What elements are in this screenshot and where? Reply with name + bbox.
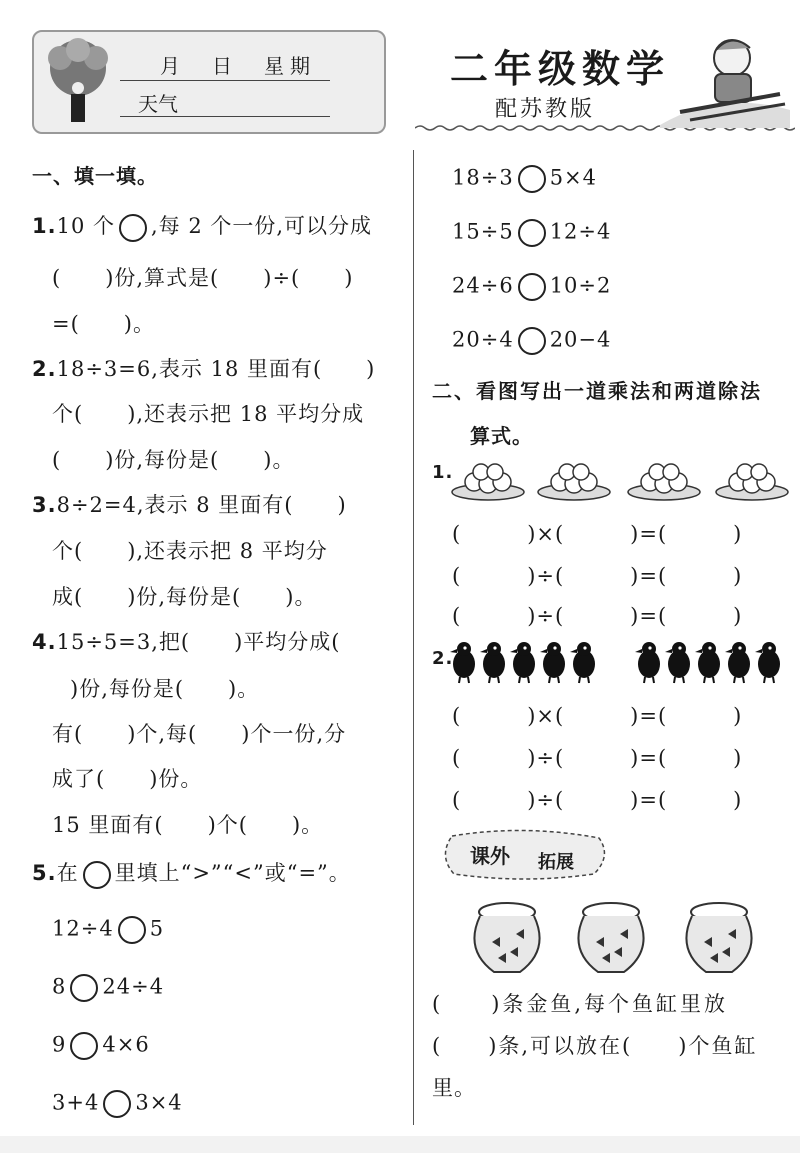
compare-item [452, 165, 597, 193]
answer-circle[interactable] [518, 327, 546, 355]
section1-title: 一、填一填。 [32, 164, 158, 188]
compare-item [52, 974, 164, 1002]
compare-right: 10÷2 [549, 273, 612, 298]
compare-right: 5 [149, 916, 165, 941]
date-rule [120, 80, 330, 81]
q2-number: 2. [32, 357, 57, 381]
compare-item [452, 327, 611, 355]
q3-line3[interactable]: 成( )份,每份是( )。 [52, 585, 317, 609]
compare-item [52, 1032, 150, 1060]
q5-text-a: 在 [56, 861, 79, 885]
q2-text: 18÷3=6,表示 18 里面有( ) [56, 357, 376, 381]
circle-symbol [119, 214, 147, 242]
q4-line2[interactable]: )份,每份是( )。 [70, 677, 260, 701]
compare-right: 5×4 [549, 165, 598, 190]
q5-prompt [32, 857, 351, 889]
answer-circle[interactable] [518, 219, 546, 247]
problem1-number: 1. [432, 462, 454, 483]
birds-image [450, 640, 795, 686]
compare-right: 20−4 [549, 327, 612, 352]
apple-plates-image [448, 458, 798, 504]
weather-label: 天气 [138, 92, 178, 116]
circle-symbol [83, 861, 111, 889]
q2-line1[interactable] [32, 353, 375, 383]
p2-equation-row[interactable]: ( )×( )=( ) [452, 704, 743, 728]
answer-circle[interactable] [518, 273, 546, 301]
fishbowls-image [462, 900, 762, 978]
compare-left: 9 [52, 1032, 67, 1057]
page-bottom-edge [0, 1136, 800, 1153]
compare-item [452, 219, 611, 247]
badge-text-a: 课外 [470, 844, 510, 868]
answer-circle[interactable] [70, 1032, 98, 1060]
extension-line2[interactable]: ( )条,可以放在( )个鱼缸 [432, 1034, 758, 1058]
page-title: 二年级数学 [450, 47, 671, 91]
p2-equation-row[interactable]: ( )÷( )=( ) [452, 788, 743, 812]
q5-number: 5. [32, 861, 57, 885]
q4-number: 4. [32, 630, 57, 654]
compare-left: 15÷5 [452, 219, 514, 244]
q1-text-a: 10 个 [56, 214, 115, 238]
compare-right: 24÷4 [102, 974, 165, 999]
q3-line1[interactable] [32, 489, 347, 519]
extension-badge [434, 826, 614, 884]
compare-left: 8 [52, 974, 67, 999]
compare-item [452, 273, 611, 301]
badge-text-b: 拓展 [538, 852, 574, 873]
answer-circle[interactable] [103, 1090, 131, 1118]
extension-line3: 里。 [432, 1076, 476, 1100]
q2-line3[interactable]: ( )份,每份是( )。 [52, 448, 295, 472]
sledding-boy-icon [660, 30, 790, 128]
p1-equation-row[interactable]: ( )÷( )=( ) [452, 564, 743, 588]
compare-right: 12÷4 [549, 219, 612, 244]
answer-circle[interactable] [518, 165, 546, 193]
p1-equation-row[interactable]: ( )÷( )=( ) [452, 604, 743, 628]
compare-item [52, 1090, 183, 1118]
q3-number: 3. [32, 493, 57, 517]
date-label: 月 日 星期 [160, 54, 316, 78]
compare-right: 4×6 [102, 1032, 150, 1057]
compare-left: 20÷4 [452, 327, 514, 352]
q4-line3[interactable]: 有( )个,每( )个一份,分 [52, 722, 347, 746]
compare-left: 3+4 [52, 1090, 100, 1115]
section2-title-cont: 算式。 [470, 424, 533, 448]
compare-left: 18÷3 [452, 165, 514, 190]
compare-left: 12÷4 [52, 916, 114, 941]
p1-equation-row[interactable]: ( )×( )=( ) [452, 522, 743, 546]
q4-line4[interactable]: 成了( )份。 [52, 767, 203, 791]
p2-equation-row[interactable]: ( )÷( )=( ) [452, 746, 743, 770]
q1-text-b: ,每 2 个一份,可以分成 [151, 214, 373, 238]
q4-line5[interactable]: 15 里面有( )个( )。 [52, 813, 324, 837]
q3-line2[interactable]: 个( ),还表示把 8 平均分 [52, 539, 328, 563]
q2-line2[interactable]: 个( ),还表示把 18 平均分成 [52, 402, 365, 426]
q1-line2[interactable]: ( )份,算式是( )÷( ) [52, 266, 354, 290]
q1-number: 1. [32, 214, 57, 238]
column-divider [413, 150, 414, 1125]
q5-text-b: 里填上“>”“<”或“=”。 [114, 861, 351, 885]
answer-circle[interactable] [118, 916, 146, 944]
section2-title: 二、看图写出一道乘法和两道除法 [432, 379, 762, 403]
compare-item [52, 916, 164, 944]
extension-line1[interactable]: ( )条金鱼,每个鱼缸里放 [432, 992, 729, 1016]
tree-person-icon [38, 36, 118, 126]
compare-left: 24÷6 [452, 273, 514, 298]
q1-line3[interactable]: =( )。 [52, 312, 155, 336]
problem2-number: 2. [432, 648, 454, 669]
compare-right: 3×4 [135, 1090, 183, 1115]
answer-circle[interactable] [70, 974, 98, 1002]
q4-text: 15÷5=3,把( )平均分成( [56, 630, 341, 654]
q4-line1[interactable] [32, 626, 340, 656]
q3-text: 8÷2=4,表示 8 里面有( ) [56, 493, 347, 517]
weather-rule [120, 116, 330, 117]
q1-line1 [32, 210, 372, 242]
page-subtitle: 配苏教版 [495, 97, 596, 122]
